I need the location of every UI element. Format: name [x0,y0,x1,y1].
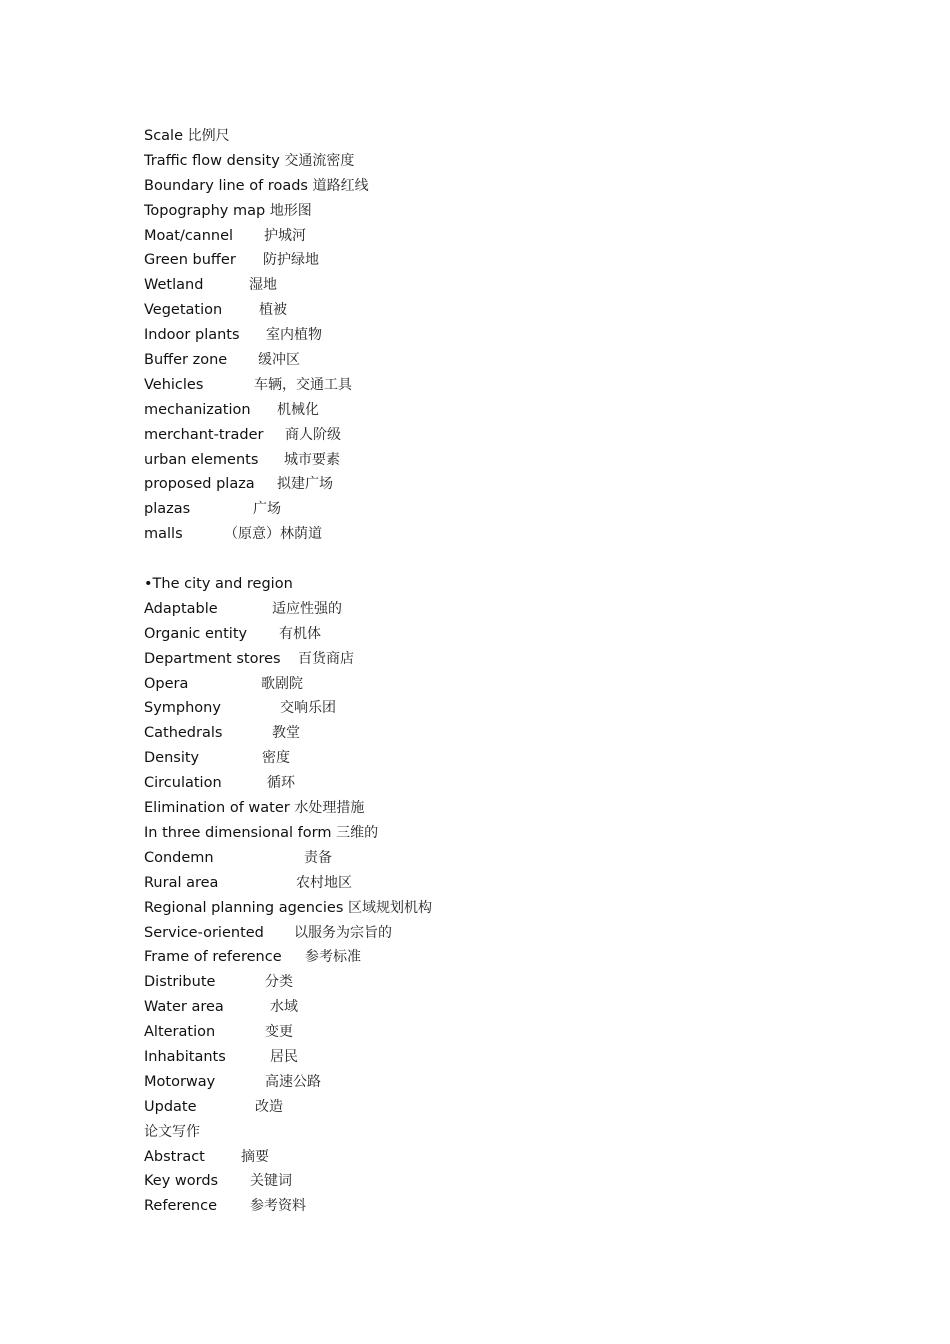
term-zh: 广场 [253,501,281,518]
term-zh: 商人阶级 [285,426,341,443]
vocab-row [144,1095,844,1120]
term-en: proposed plaza [144,476,255,493]
term-en: Green buffer [144,252,236,269]
vocab-row [144,373,844,398]
term-zh: 摘要 [241,1148,269,1165]
term-en: Distribute [144,974,216,991]
term-zh: 循环 [267,775,295,792]
term-en: mechanization [144,401,251,418]
vocab-row [144,796,844,821]
vocab-row [144,921,844,946]
vocab-row [144,771,844,796]
term-en: urban elements [144,451,259,468]
term-zh: 水处理措施 [294,800,365,817]
term-zh: 密度 [262,750,290,767]
vocab-row [144,597,844,622]
term-zh: 农村地区 [296,874,352,891]
vocab-row [144,398,844,423]
term-en: Motorway [144,1073,216,1090]
term-en: Frame of reference [144,949,282,966]
term-en: merchant-trader [144,426,264,443]
vocab-row [144,746,844,771]
term-zh: 机械化 [277,401,319,418]
vocab-row [144,174,844,199]
term-zh: 有机体 [279,625,321,642]
term-zh: 城市要素 [284,451,340,468]
term-zh: 歌剧院 [261,675,303,692]
term-en: Symphony [144,700,221,717]
term-zh: 责备 [304,849,332,866]
term-en: Traffic flow density [144,152,280,169]
term-zh: 湿地 [249,277,277,294]
term-en: Water area [144,999,224,1016]
vocab-row [144,423,844,448]
term-zh: （原意）林荫道 [224,526,322,543]
term-en: Key words [144,1173,219,1190]
term-zh: 道路红线 [312,177,369,194]
term-zh: 交通流密度 [284,152,355,169]
term-zh: 改造 [255,1098,283,1115]
term-zh: 适应性强的 [272,600,342,617]
section-heading [144,572,844,597]
term-zh: 高速公路 [265,1073,321,1090]
term-en: Indoor plants [144,327,240,344]
vocab-row [144,1020,844,1045]
term-zh: 比例尺 [187,128,230,144]
term-en: Scale [144,128,184,144]
term-zh: 居民 [270,1048,298,1065]
term-en: plazas [144,501,191,518]
term-en: Organic entity [144,625,248,642]
term-en: Density [144,750,200,767]
term-en: Abstract [144,1148,205,1165]
term-en: Rural area [144,874,219,891]
term-en: Update [144,1098,197,1115]
paper-heading [144,1120,844,1145]
term-en: Moat/cannel [144,227,234,244]
term-zh: 区域规划机构 [347,899,432,916]
vocab-row [144,672,844,697]
term-en: malls [144,526,183,543]
vocab-row [144,647,844,672]
term-en: Adaptable [144,600,218,617]
blank-line [144,547,844,572]
vocab-row [144,522,844,547]
section-heading-text: •The city and region [144,576,293,593]
vocab-row [144,995,844,1020]
vocab-row [144,846,844,871]
term-zh: 教堂 [272,725,300,742]
term-zh: 拟建广场 [277,476,333,493]
term-en: Opera [144,675,189,692]
term-en: Circulation [144,775,222,792]
vocab-row [144,696,844,721]
vocab-row [144,124,844,149]
vocab-row [144,1169,844,1194]
vocab-row [144,1070,844,1095]
term-zh: 变更 [265,1024,293,1041]
term-en: Reference [144,1198,218,1215]
paper-heading-text: 论文写作 [144,1123,200,1140]
term-en: Buffer zone [144,352,228,369]
term-en: Cathedrals [144,725,223,742]
vocab-row [144,224,844,249]
term-en: Condemn [144,849,214,866]
vocab-row [144,273,844,298]
term-zh: 百货商店 [298,650,354,667]
vocab-row [144,970,844,995]
term-en: Topography map [144,202,266,219]
vocab-row [144,896,844,921]
vocab-row [144,622,844,647]
term-zh: 护城河 [264,227,306,244]
term-zh: 车辆，交通工具 [254,376,352,393]
vocab-row [144,323,844,348]
vocab-row [144,871,844,896]
vocabulary-list [144,124,844,1219]
vocab-row [144,1194,844,1219]
term-zh: 分类 [265,974,293,991]
term-zh: 以服务为宗旨的 [294,924,392,941]
term-en: Regional planning agencies [144,899,344,916]
term-en: Department stores [144,650,281,667]
vocab-row [144,448,844,473]
term-zh: 参考资料 [250,1198,306,1215]
vocab-row [144,1045,844,1070]
term-en: Vehicles [144,376,204,393]
vocab-row [144,721,844,746]
term-zh: 关键词 [250,1173,292,1190]
term-zh: 参考标准 [305,949,361,966]
vocab-row [144,248,844,273]
vocab-row [144,348,844,373]
term-en: Inhabitants [144,1048,226,1065]
term-zh: 水域 [270,999,298,1016]
vocab-row [144,199,844,224]
term-en: Alteration [144,1024,216,1041]
term-en: In three dimensional form [144,824,332,841]
term-en: Elimination of water [144,800,290,817]
term-zh: 交响乐团 [280,700,336,717]
term-zh: 缓冲区 [258,352,300,369]
vocab-row [144,821,844,846]
term-zh: 地形图 [269,202,312,219]
vocab-row [144,1145,844,1170]
term-zh: 植被 [259,302,287,319]
vocab-row [144,298,844,323]
vocab-row [144,149,844,174]
vocab-row [144,472,844,497]
term-en: Vegetation [144,302,223,319]
term-zh: 三维的 [336,824,379,841]
vocab-row [144,945,844,970]
term-en: Boundary line of roads [144,177,308,194]
term-zh: 室内植物 [266,327,322,344]
term-zh: 防护绿地 [263,252,319,269]
term-en: Wetland [144,277,204,294]
vocab-row [144,497,844,522]
term-en: Service-oriented [144,924,264,941]
